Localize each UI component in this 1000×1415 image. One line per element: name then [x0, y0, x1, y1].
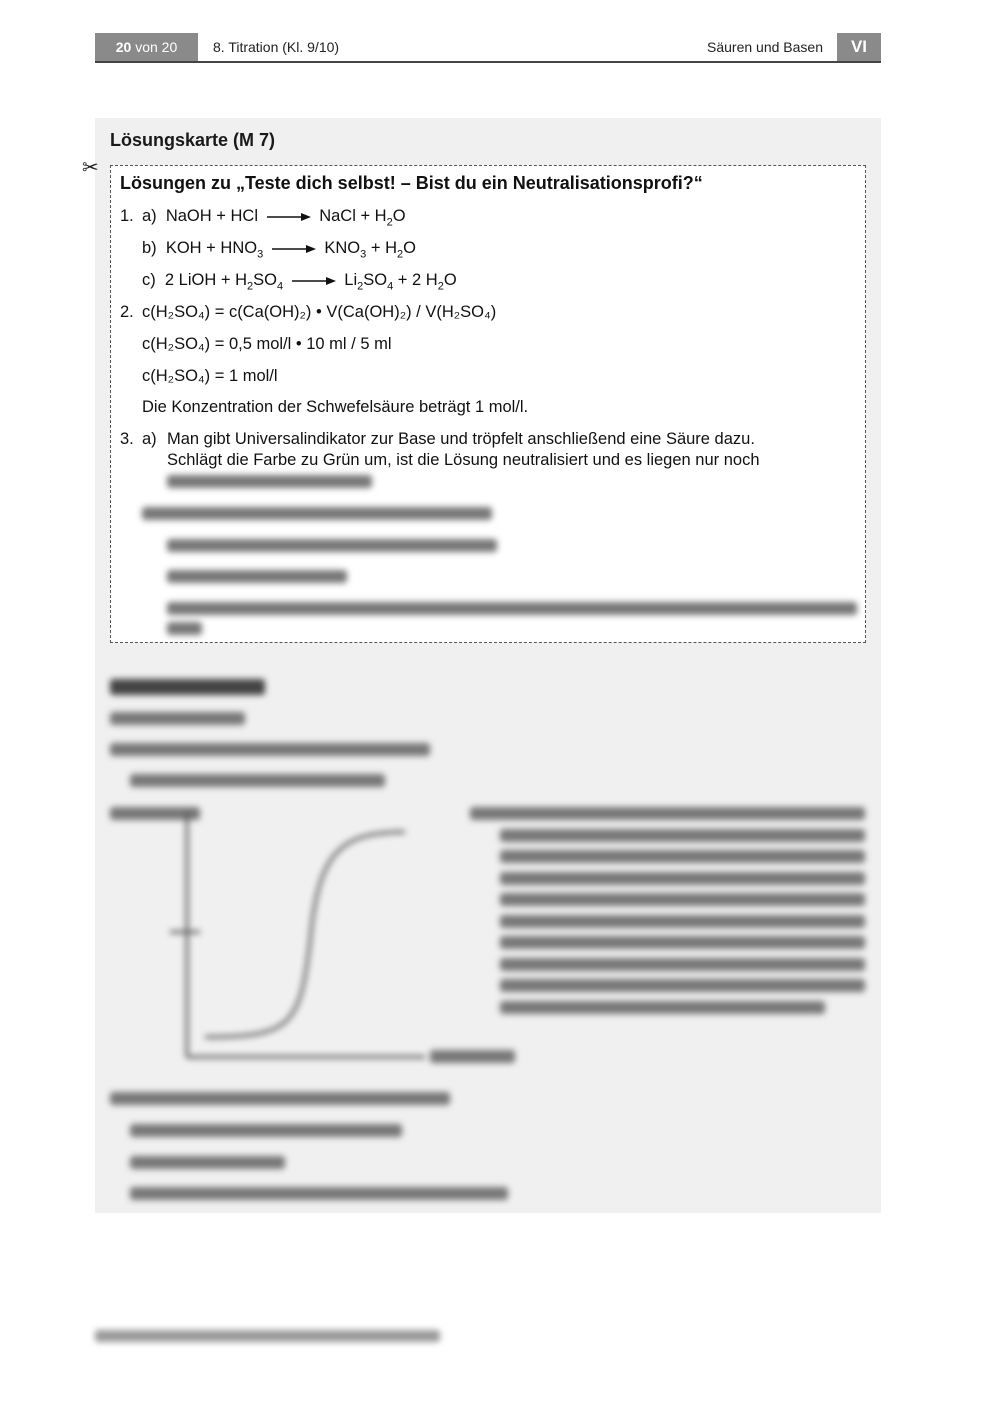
- q1c-products2: SO: [363, 271, 388, 289]
- chapter-title: 8. Titration (Kl. 9/10): [213, 39, 340, 55]
- q1c-sub5: 2: [437, 280, 444, 293]
- q1c-equation: [142, 271, 457, 292]
- q1a-sub: 2: [386, 216, 393, 229]
- blurred-content: [0, 472, 1000, 1352]
- q1c-reactants2: SO: [253, 271, 277, 289]
- q2-line2: c(H₂SO₄) = 0,5 mol/l • 10 ml / 5 ml: [142, 335, 392, 353]
- q1b-reactants: KOH + HNO: [165, 239, 258, 257]
- q1-number: 1.: [120, 207, 134, 225]
- page-total: 20: [161, 39, 178, 55]
- q1b-products: KNO: [324, 239, 361, 257]
- q1c-tail: O: [443, 271, 457, 289]
- page-current: 20: [115, 39, 132, 55]
- reaction-arrow-icon: [267, 211, 311, 223]
- q1c-label: c): [142, 271, 156, 289]
- q1b-equation: [142, 239, 416, 260]
- q1b-tail: O: [403, 239, 416, 257]
- panel-title: Lösungskarte (M 7): [110, 130, 276, 150]
- q1c-sub: 2: [247, 280, 254, 293]
- topic-title: Säuren und Basen: [707, 39, 823, 55]
- q1c-products: Li: [344, 271, 358, 289]
- page-header: [95, 33, 881, 63]
- q1a-label: a): [142, 207, 157, 225]
- scissors-icon: ✂: [82, 157, 99, 179]
- q2-number: 2.: [120, 303, 134, 321]
- card-title: Lösungen zu „Teste dich selbst! – Bist du ein Neutralisationsprofi?“: [120, 173, 703, 193]
- q3-number: 3.: [120, 430, 134, 448]
- q2-line3: c(H₂SO₄) = 1 mol/l: [142, 367, 278, 385]
- q2-line4: Die Konzentration der Schwefelsäure beträgt 1 mol/l.: [142, 398, 529, 416]
- q3a-line2: Schlägt die Farbe zu Grün um, ist die Lösung neutralisiert und es liegen nur noch: [167, 451, 760, 469]
- q1c-sub4: 4: [387, 280, 394, 293]
- q1b-mid: + H: [366, 239, 398, 257]
- q1c-products3: + 2 H: [393, 271, 438, 289]
- q1b-sub: 3: [257, 248, 264, 261]
- page-sep: von: [135, 39, 158, 55]
- blurred-placeholder: [0, 472, 1000, 1352]
- reaction-arrow-icon: [292, 275, 336, 287]
- q2-line1: c(H₂SO₄) = c(Ca(OH)₂) • V(Ca(OH)₂) / V(H₂SO₄): [142, 303, 497, 321]
- reaction-arrow-icon: [272, 243, 316, 255]
- section-roman: VI: [837, 33, 881, 61]
- q1a-products: NaCl + H: [319, 207, 387, 225]
- q3a-line1: Man gibt Universalindikator zur Base und tröpfelt anschließend eine Säure dazu.: [167, 430, 755, 448]
- q1a-tail: O: [392, 207, 406, 225]
- q1c-sub2: 4: [276, 280, 284, 293]
- q1b-sub3: 2: [397, 248, 404, 261]
- q1a-reactants: NaOH + HCl: [165, 207, 258, 225]
- q1c-reactants: 2 LiOH + H: [164, 271, 247, 289]
- page-number-box: [95, 33, 198, 61]
- q1a-equation: [142, 207, 406, 228]
- q1c-sub3: 2: [357, 280, 364, 293]
- q1b-label: b): [142, 239, 157, 257]
- q3a-label: a): [142, 430, 157, 448]
- q1b-sub2: 3: [360, 248, 367, 261]
